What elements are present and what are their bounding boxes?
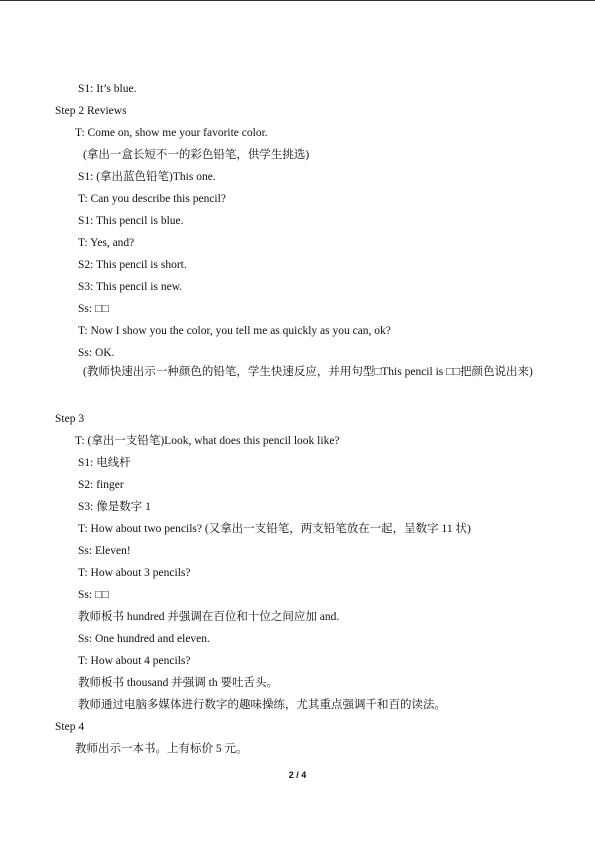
text-line: T: How about 4 pencils? [78, 655, 191, 667]
text-line: 教师板书 thousand 并强调 th 要吐舌头。 [78, 677, 278, 689]
text-line: S3: 像是数字 1 [78, 501, 151, 513]
step-heading: Step 4 [55, 721, 85, 733]
text-line: S1: 电线杆 [78, 457, 131, 469]
text-line: T: Yes, and? [78, 237, 135, 249]
text-line: S2: This pencil is short. [78, 259, 187, 271]
text-line: 教师板书 hundred 并强调在百位和十位之间应加 and. [78, 611, 340, 623]
text-line: Ss: □□ [78, 303, 109, 315]
text-line: T: Come on, show me your favorite color. [75, 127, 268, 139]
text-line: T: Now I show you the color, you tell me as quickly as you can, ok? [78, 325, 391, 337]
text-line: T: (拿出一支铅笔)Look, what does this pencil look like? [75, 435, 340, 447]
text-line: Ss: One hundred and eleven. [78, 633, 210, 645]
text-line: 教师出示一本书。上有标价 5 元。 [75, 743, 248, 755]
text-line: Ss: OK. [78, 347, 115, 359]
text-line: S3: This pencil is new. [78, 281, 183, 293]
text-line: T: How about two pencils? (又拿出一支铅笔，两支铅笔放在一起，呈数字 11 状) [78, 523, 471, 535]
text-line: S1: This pencil is blue. [78, 215, 184, 227]
top-rule [0, 0, 595, 1]
text-line: Ss: Eleven! [78, 545, 131, 557]
page-number: 2 / 4 [288, 770, 307, 780]
text-line: S1: (拿出蓝色铅笔)This one. [78, 171, 216, 183]
text-line: T: How about 3 pencils? [78, 567, 191, 579]
text-line: S2: finger [78, 479, 124, 491]
text-line: 教师通过电脑多媒体进行数字的趣味操练，尤其重点强调千和百的读法。 [78, 699, 446, 711]
text-line: S1: It’s blue. [78, 83, 137, 95]
text-line: (拿出一盒长短不一的彩色铅笔，供学生挑选) [83, 149, 310, 161]
text-line: T: Can you describe this pencil? [78, 193, 226, 205]
step-heading: Step 3 [55, 413, 85, 425]
step-heading: Step 2 Reviews [55, 105, 127, 117]
text-paragraph: (教师快速出示一种颜色的铅笔，学生快速反应，并用句型□This pencil is □□把颜色说出来) [83, 366, 533, 378]
text-line: Ss: □□ [78, 589, 109, 601]
